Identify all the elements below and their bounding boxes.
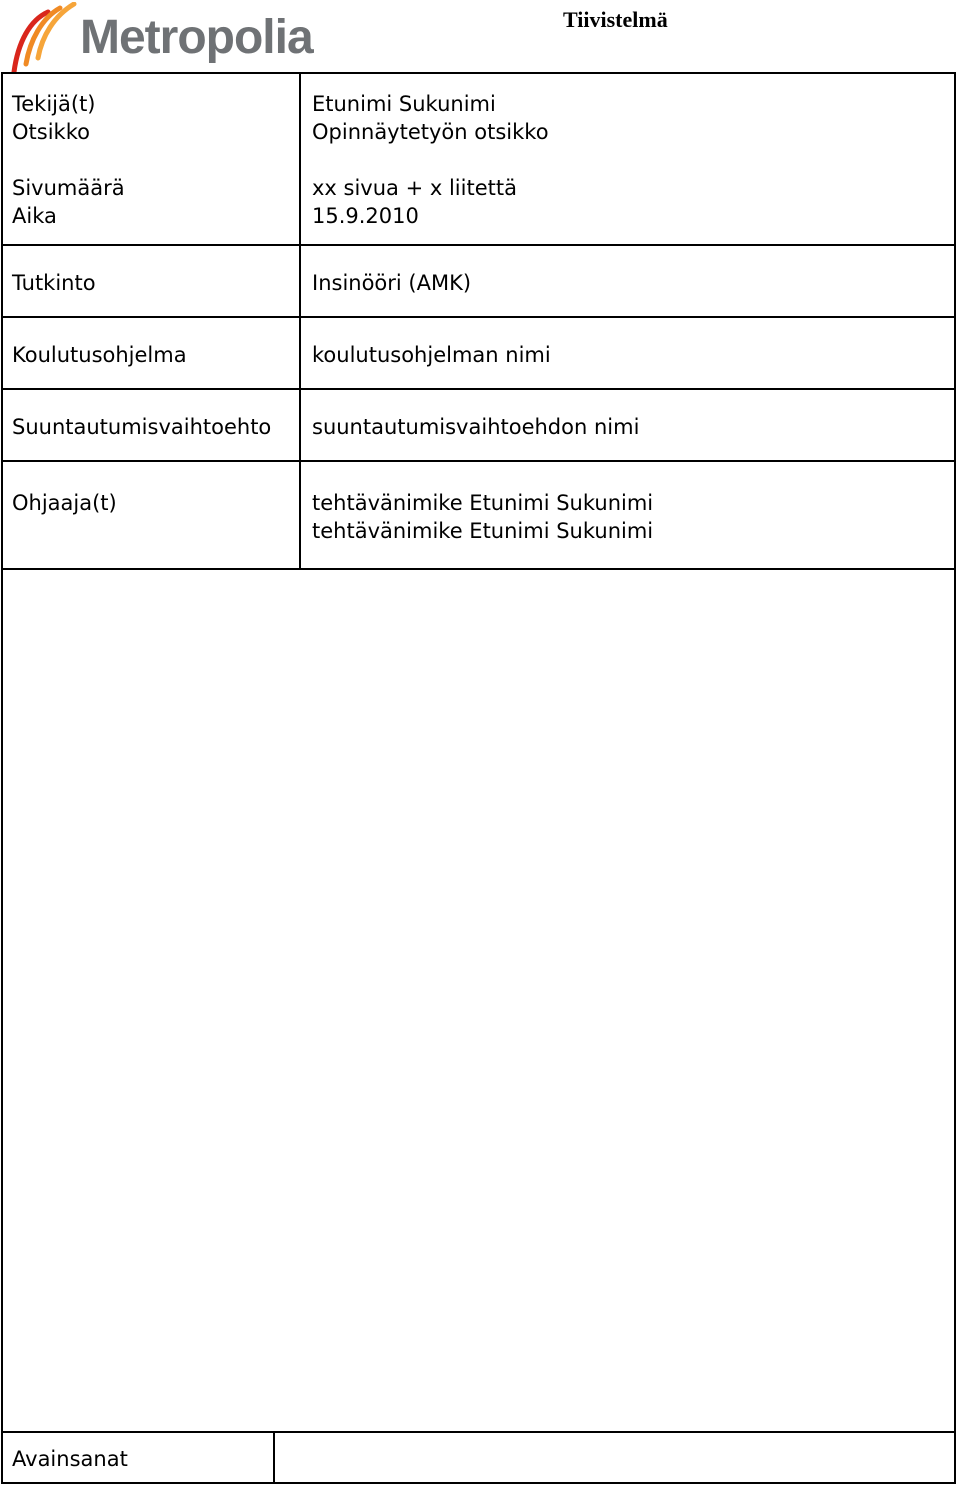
supervisor-value: tehtävänimike Etunimi Sukunimi	[312, 491, 654, 515]
row-divider	[1, 388, 956, 390]
row-divider	[1, 1431, 956, 1433]
keywords-value[interactable]	[288, 1445, 948, 1473]
logo-wordmark: Metropolia	[80, 11, 313, 64]
supervisor-value: tehtävänimike Etunimi Sukunimi	[312, 519, 654, 543]
programme-value: koulutusohjelman nimi	[312, 343, 551, 367]
title-label: Otsikko	[12, 120, 90, 144]
author-label: Tekijä(t)	[12, 92, 96, 116]
keywords-label: Avainsanat	[12, 1447, 128, 1471]
programme-label: Koulutusohjelma	[12, 343, 187, 367]
specialisation-label: Suuntautumisvaihtoehto	[12, 415, 272, 439]
date-value: 15.9.2010	[312, 204, 419, 228]
degree-label: Tutkinto	[12, 271, 96, 295]
degree-value: Insinööri (AMK)	[312, 271, 472, 295]
pages-value: xx sivua + x liitettä	[312, 176, 517, 200]
title-value: Opinnäytetyön otsikko	[312, 120, 549, 144]
pages-label: Sivumäärä	[12, 176, 125, 200]
document-title: Tiivistelmä	[563, 7, 668, 32]
author-value: Etunimi Sukunimi	[312, 92, 496, 116]
row-divider	[1, 244, 956, 246]
specialisation-value: suuntautumisvaihtoehdon nimi	[312, 415, 640, 439]
date-label: Aika	[12, 204, 57, 228]
supervisors-label: Ohjaaja(t)	[12, 491, 117, 515]
abstract-body[interactable]	[3, 570, 954, 1431]
logo-stripes-icon	[8, 2, 80, 74]
column-divider	[273, 1431, 275, 1484]
row-divider	[1, 316, 956, 318]
column-divider	[299, 72, 301, 570]
row-divider	[1, 460, 956, 462]
metropolia-logo	[8, 2, 318, 74]
